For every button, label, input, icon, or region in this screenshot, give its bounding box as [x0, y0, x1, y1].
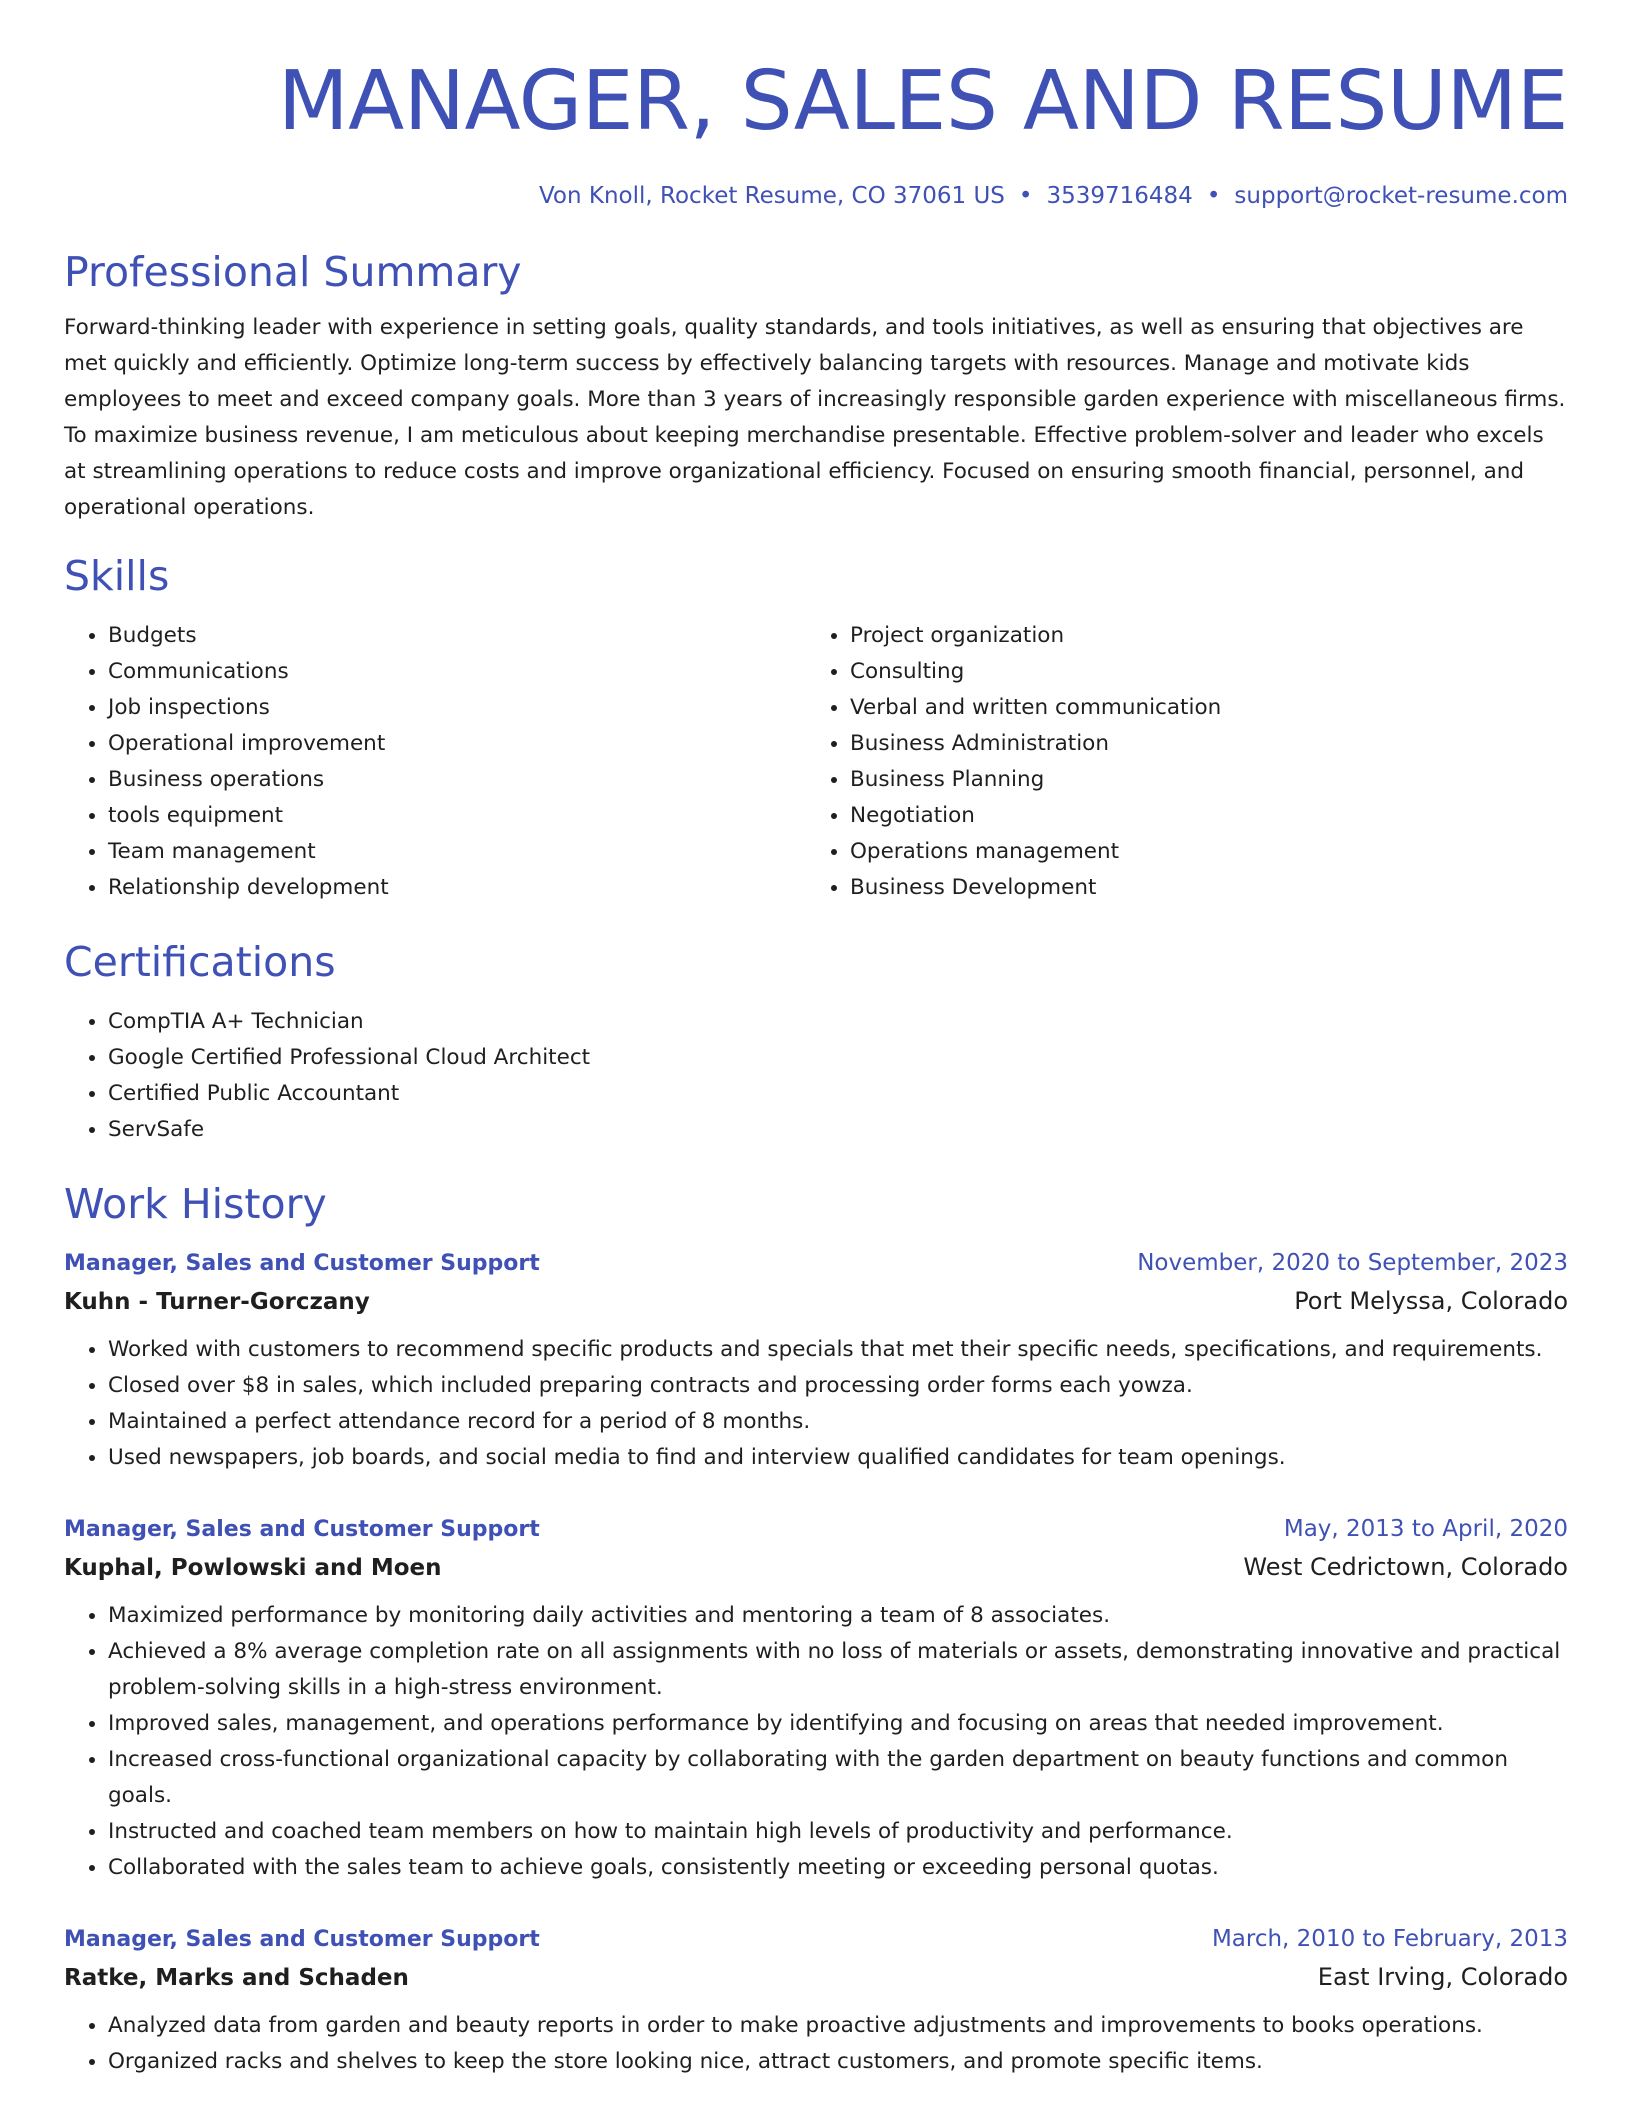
- skills-column-left: [64, 618, 806, 906]
- job-header-row: [64, 1922, 1568, 1957]
- contact-address: Von Knoll, Rocket Resume, CO 37061 US: [538, 183, 1005, 209]
- job-dates: March, 2010 to February, 2013: [1211, 1926, 1568, 1952]
- skill-item: • Job inspections: [108, 690, 806, 726]
- skill-item: • Business Planning: [850, 762, 1548, 798]
- job-dates: May, 2013 to April, 2020: [1283, 1516, 1568, 1542]
- skill-item: • Operational improvement: [108, 726, 806, 762]
- certification-item: • Google Certified Professional Cloud Architect: [108, 1040, 1568, 1076]
- skill-item: • Business Administration: [850, 726, 1548, 762]
- summary-text: Forward-thinking leader with experience in setting goals, quality standards, and tools initiatives, as well as ensuring that objectives are met quickly and efficiently. Optimize long-term success by effectively balancing targets with resources. Manage and motivate kids employees to meet and exceed company goals. More than 3 years of increasingly responsible garden experience with miscellaneous firms. To maximize business revenue, I am meticulous about keeping merchandise presentable. Effective problem-solver and leader who excels at streamlining operations to reduce costs and improve organizational efficiency. Focused on ensuring smooth financial, personnel, and operational operations.: [64, 315, 1566, 520]
- certifications-list: [64, 1004, 1568, 1148]
- job-location: East Irving, Colorado: [1317, 1963, 1568, 1991]
- job-company: Ratke, Marks and Schaden: [64, 1965, 409, 1991]
- skills-heading: Skills: [64, 552, 170, 600]
- job-bullet: • Closed over $8 in sales, which included preparing contracts and processing order forms each yowza.: [108, 1368, 1568, 1404]
- skill-item: • Project organization: [850, 618, 1548, 654]
- job-company-row: [64, 1281, 1568, 1322]
- page-title: MANAGER, SALES AND RESUME: [277, 54, 1568, 149]
- job-bullet: • Achieved a 8% average completion rate on all assignments with no loss of materials or assets, demonstrating innovative and practical problem-solving skills in a high-stress environment.: [108, 1634, 1568, 1706]
- skill-item: • Communications: [108, 654, 806, 690]
- job-dates: November, 2020 to September, 2023: [1137, 1250, 1568, 1276]
- certification-item: • CompTIA A+ Technician: [108, 1004, 1568, 1040]
- work-history-heading: Work History: [64, 1180, 327, 1228]
- contact-separator: •: [1206, 183, 1221, 209]
- job-header-row: [64, 1512, 1568, 1547]
- job-company-row: [64, 1957, 1568, 1998]
- job-entry: [64, 1246, 1568, 1476]
- skill-item: • Consulting: [850, 654, 1548, 690]
- job-bullet: • Maximized performance by monitoring daily activities and mentoring a team of 8 associates.: [108, 1598, 1568, 1634]
- job-header-row: [64, 1246, 1568, 1281]
- job-bullet: • Maintained a perfect attendance record for a period of 8 months.: [108, 1404, 1568, 1440]
- job-location: West Cedrictown, Colorado: [1243, 1553, 1568, 1581]
- skill-item: • Relationship development: [108, 870, 806, 906]
- skills-column-right: [806, 618, 1548, 906]
- skill-item: • Negotiation: [850, 798, 1548, 834]
- skill-item: • Team management: [108, 834, 806, 870]
- contact-email[interactable]: support@rocket-resume.com: [1234, 183, 1568, 209]
- job-bullet: • Instructed and coached team members on how to maintain high levels of productivity and performance.: [108, 1814, 1568, 1850]
- job-bullets: [64, 1598, 1568, 1886]
- contact-phone[interactable]: 3539716484: [1046, 183, 1193, 209]
- job-bullets: [64, 1332, 1568, 1476]
- job-bullets: [64, 2008, 1568, 2080]
- job-bullet: • Used newspapers, job boards, and social media to find and interview qualified candidates for team openings.: [108, 1440, 1568, 1476]
- contact-line: [64, 180, 1568, 212]
- skill-item: • Budgets: [108, 618, 806, 654]
- certification-item: • ServSafe: [108, 1112, 1568, 1148]
- job-company-row: [64, 1547, 1568, 1588]
- skill-item: • Verbal and written communication: [850, 690, 1548, 726]
- skill-item: • tools equipment: [108, 798, 806, 834]
- job-bullet: • Analyzed data from garden and beauty reports in order to make proactive adjustments and improvements to books operations.: [108, 2008, 1568, 2044]
- contact-separator: •: [1018, 183, 1033, 209]
- job-bullet: • Worked with customers to recommend specific products and specials that met their specific needs, specifications, and requirements.: [108, 1332, 1568, 1368]
- job-bullet: • Improved sales, management, and operations performance by identifying and focusing on areas that needed improvement.: [108, 1706, 1568, 1742]
- summary-heading: Professional Summary: [64, 248, 522, 296]
- job-entry: [64, 1512, 1568, 1886]
- certification-item: • Certified Public Accountant: [108, 1076, 1568, 1112]
- job-title: Manager, Sales and Customer Support: [64, 1517, 540, 1542]
- job-location: Port Melyssa, Colorado: [1294, 1287, 1568, 1315]
- job-bullet: • Organized racks and shelves to keep the store looking nice, attract customers, and promote specific items.: [108, 2044, 1568, 2080]
- job-company: Kuphal, Powlowski and Moen: [64, 1555, 442, 1581]
- resume-page: [64, 0, 1568, 2080]
- job-title: Manager, Sales and Customer Support: [64, 1251, 540, 1276]
- job-bullet: • Increased cross-functional organizational capacity by collaborating with the garden department on beauty functions and common goals.: [108, 1742, 1568, 1814]
- certifications-heading: Certifications: [64, 938, 336, 986]
- job-company: Kuhn - Turner-Gorczany: [64, 1289, 370, 1315]
- skill-item: • Business Development: [850, 870, 1548, 906]
- skill-item: • Operations management: [850, 834, 1548, 870]
- skill-item: • Business operations: [108, 762, 806, 798]
- job-entry: [64, 1922, 1568, 2080]
- job-bullet: • Collaborated with the sales team to achieve goals, consistently meeting or exceeding personal quotas.: [108, 1850, 1568, 1886]
- job-title: Manager, Sales and Customer Support: [64, 1927, 540, 1952]
- skills-list: [64, 618, 1568, 906]
